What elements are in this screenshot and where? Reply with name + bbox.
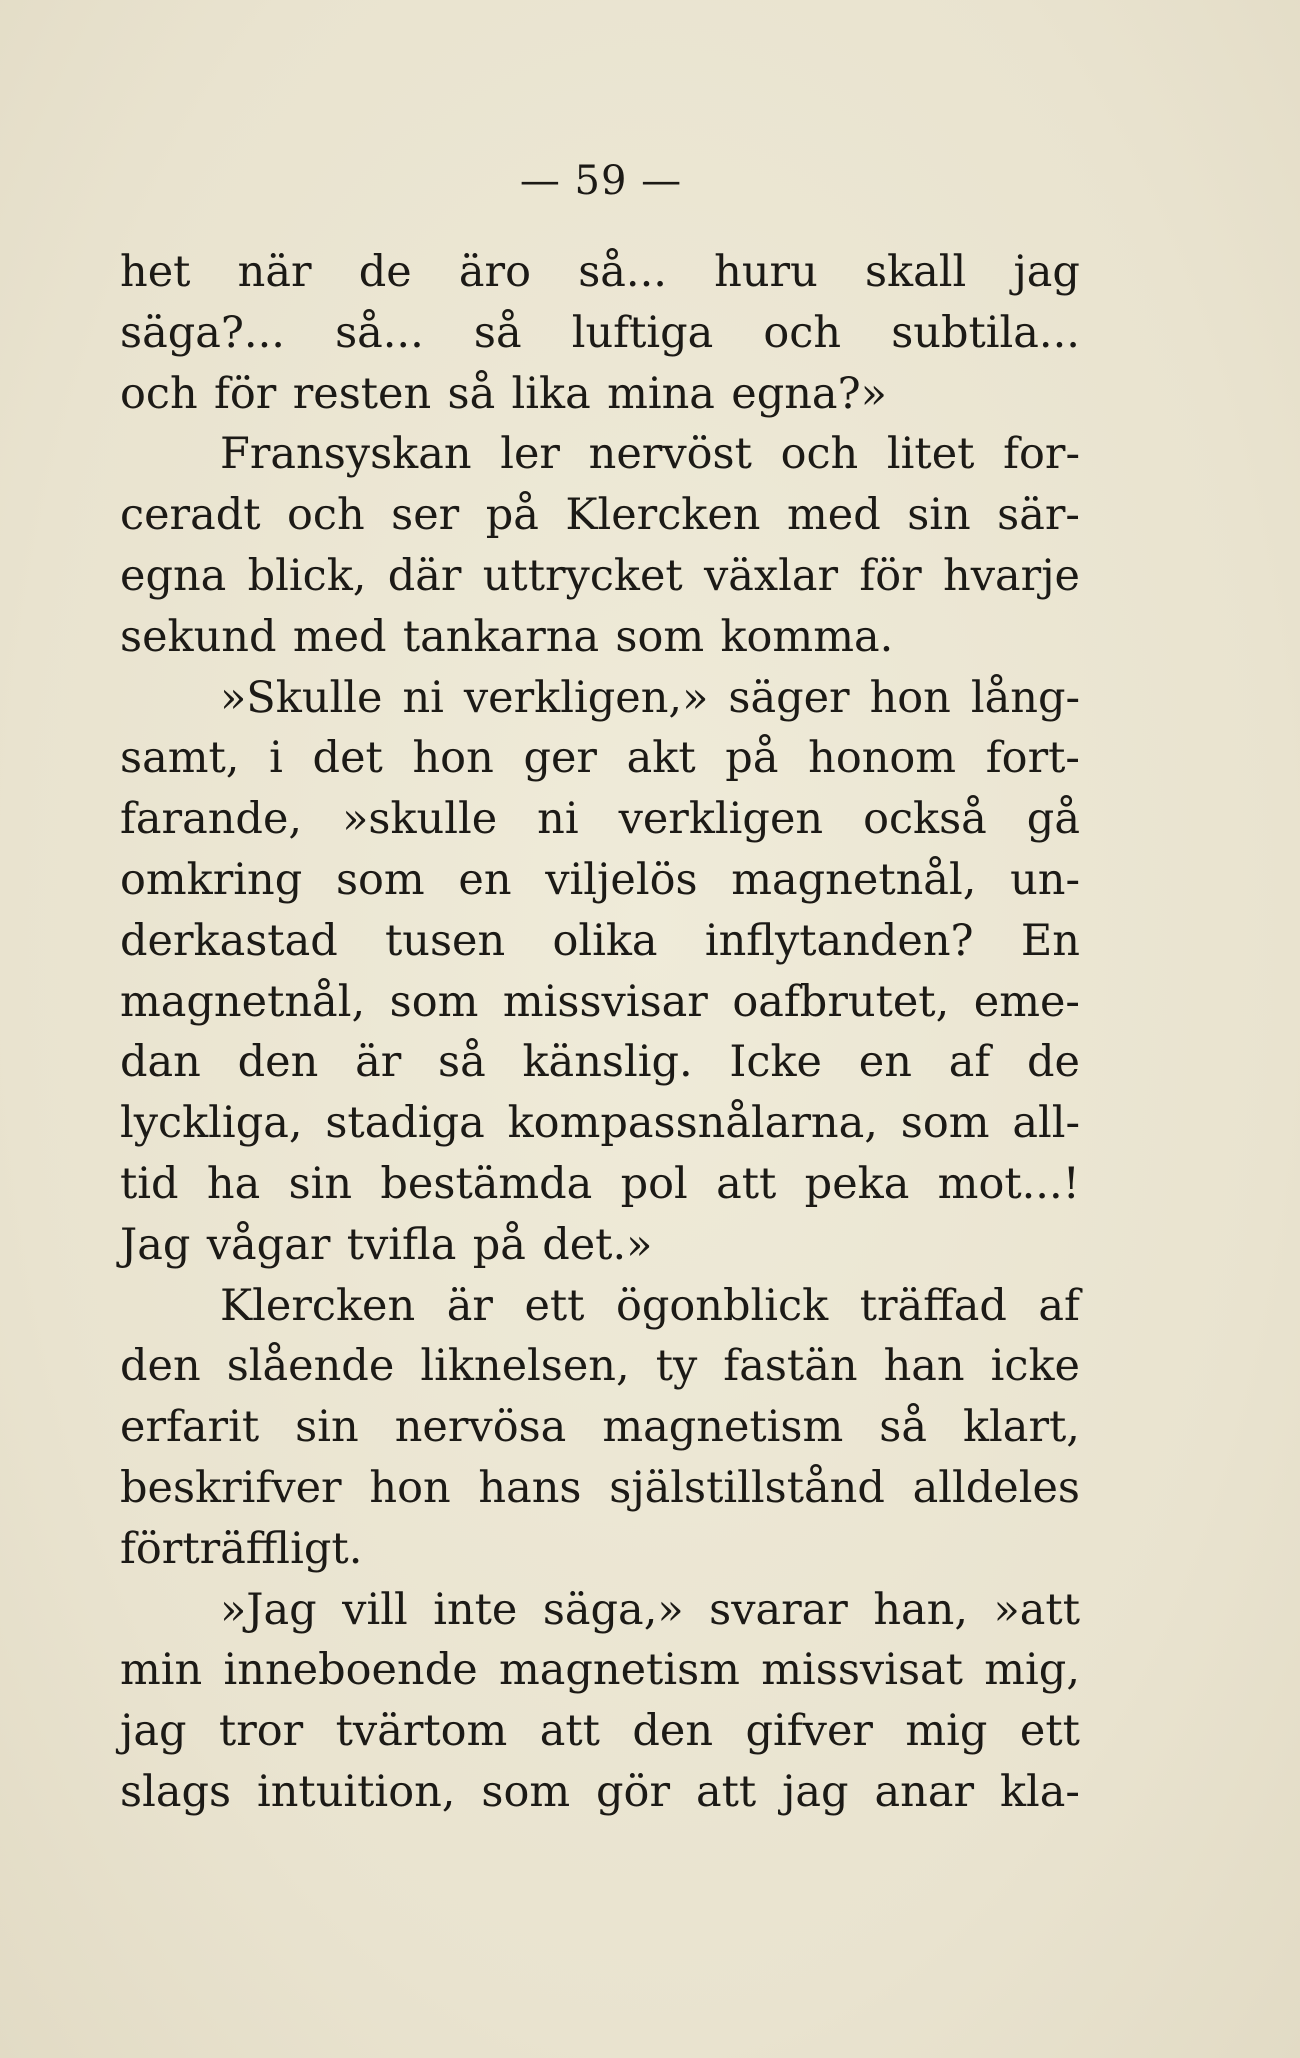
word: Jag bbox=[120, 1219, 191, 1270]
word: erfarit bbox=[120, 1402, 260, 1453]
word: beskrifver bbox=[120, 1462, 342, 1513]
word: ler bbox=[500, 429, 560, 480]
word: egna?» bbox=[731, 368, 887, 419]
text-line bbox=[120, 607, 1080, 668]
word: på bbox=[725, 733, 779, 784]
word: pol bbox=[620, 1158, 688, 1209]
word: ha bbox=[206, 1158, 261, 1209]
word: alldeles bbox=[912, 1462, 1080, 1513]
word: sin bbox=[907, 490, 971, 541]
word: med bbox=[786, 490, 881, 541]
word: Klercken bbox=[565, 490, 761, 541]
word: slags bbox=[120, 1766, 232, 1817]
word: en bbox=[458, 854, 512, 905]
word: »Skulle bbox=[220, 672, 383, 723]
word: kompassnålarna, bbox=[507, 1098, 878, 1149]
word: dan bbox=[120, 1037, 201, 1088]
word: äro bbox=[458, 247, 531, 297]
text-line bbox=[120, 1640, 1080, 1701]
word: slående bbox=[226, 1341, 395, 1392]
word: resten bbox=[292, 368, 432, 419]
word: derkastad bbox=[120, 915, 338, 966]
word: tusen bbox=[385, 915, 506, 966]
word: mig bbox=[905, 1706, 988, 1757]
word: ty bbox=[655, 1341, 698, 1392]
word: lång- bbox=[970, 672, 1080, 723]
text-line bbox=[120, 1215, 1080, 1276]
word: subtila... bbox=[891, 307, 1080, 358]
word: hvarje bbox=[943, 550, 1080, 601]
word: viljelös bbox=[545, 854, 698, 905]
text-line bbox=[120, 728, 1080, 789]
word: litet bbox=[886, 429, 975, 480]
word: »att bbox=[993, 1584, 1080, 1635]
word: där bbox=[387, 550, 462, 601]
word: af bbox=[1038, 1280, 1080, 1331]
text-line bbox=[120, 303, 1080, 364]
word: ett bbox=[1019, 1706, 1080, 1757]
word: själstillstånd bbox=[609, 1462, 885, 1513]
word: säger bbox=[728, 672, 850, 723]
word: jag bbox=[782, 1766, 849, 1817]
word: missvisat bbox=[761, 1645, 963, 1696]
word: de bbox=[358, 247, 412, 297]
text-line bbox=[120, 1762, 1080, 1823]
body-text bbox=[120, 242, 1080, 1823]
word: peka bbox=[804, 1158, 910, 1209]
text-line bbox=[120, 242, 1080, 303]
word: tankarna bbox=[402, 611, 600, 662]
word: vågar bbox=[206, 1219, 331, 1270]
word: klart, bbox=[963, 1402, 1080, 1453]
word: verkligen bbox=[618, 794, 824, 845]
word: kla- bbox=[999, 1766, 1080, 1817]
word: hon bbox=[869, 672, 951, 723]
word: tid bbox=[120, 1158, 179, 1209]
word: inte bbox=[433, 1584, 518, 1635]
word: så bbox=[879, 1402, 927, 1453]
word: Fransyskan bbox=[220, 429, 472, 480]
word: mig, bbox=[984, 1645, 1080, 1696]
word: liknelsen, bbox=[420, 1341, 630, 1392]
word: sär- bbox=[997, 490, 1080, 541]
text-line bbox=[120, 485, 1080, 546]
word: den bbox=[120, 1341, 201, 1392]
word: nervösa bbox=[394, 1402, 567, 1453]
word: så... bbox=[578, 247, 667, 297]
word: som bbox=[389, 976, 479, 1027]
page-number: — 59 — bbox=[519, 158, 683, 204]
word: gör bbox=[596, 1766, 671, 1817]
word: och bbox=[287, 490, 365, 541]
text-line bbox=[120, 1336, 1080, 1397]
word: min bbox=[120, 1645, 203, 1696]
word: missvisar bbox=[502, 976, 708, 1027]
word: tvärtom bbox=[335, 1706, 508, 1757]
text-line bbox=[120, 789, 1080, 850]
word: träffad bbox=[859, 1280, 1007, 1331]
word: En bbox=[1020, 915, 1080, 966]
word: fort- bbox=[985, 733, 1080, 784]
word: att bbox=[716, 1158, 777, 1209]
word: »Jag bbox=[220, 1584, 317, 1635]
word: ceradt bbox=[120, 490, 261, 541]
word: honom bbox=[808, 733, 957, 784]
word: magnetism bbox=[602, 1402, 844, 1453]
word: sin bbox=[288, 1158, 353, 1209]
word: säga,» bbox=[542, 1584, 684, 1635]
word: magnetnål, bbox=[120, 976, 366, 1027]
word: af bbox=[948, 1037, 991, 1088]
word: oafbrutet, bbox=[732, 976, 950, 1027]
word: ett bbox=[524, 1280, 585, 1331]
word: på bbox=[485, 490, 539, 541]
word: gå bbox=[1026, 794, 1080, 845]
text-line bbox=[120, 1458, 1080, 1519]
word: verkligen,» bbox=[463, 672, 709, 723]
word: omkring bbox=[120, 854, 303, 905]
word: nervöst bbox=[588, 429, 752, 480]
word: så bbox=[473, 307, 522, 358]
word: på bbox=[472, 1219, 526, 1270]
word: är bbox=[355, 1037, 402, 1088]
word: är bbox=[446, 1280, 493, 1331]
word: magnetnål, bbox=[731, 854, 977, 905]
word: eme- bbox=[973, 976, 1080, 1027]
word: fastän bbox=[723, 1341, 858, 1392]
word: för bbox=[859, 550, 922, 601]
word: akt bbox=[626, 733, 696, 784]
word: gifver bbox=[745, 1706, 873, 1757]
word: hon bbox=[412, 733, 494, 784]
word: icke bbox=[990, 1341, 1080, 1392]
word: Icke bbox=[729, 1037, 822, 1088]
text-line bbox=[120, 1701, 1080, 1762]
text-line bbox=[120, 972, 1080, 1033]
text-line bbox=[120, 911, 1080, 972]
word: Klercken bbox=[220, 1280, 416, 1331]
word: känslig. bbox=[522, 1037, 693, 1088]
word: en bbox=[858, 1037, 912, 1088]
word: så... bbox=[335, 307, 424, 358]
text-line bbox=[120, 1276, 1080, 1337]
word: samt, bbox=[120, 733, 240, 784]
word: mina bbox=[607, 368, 715, 419]
word: for- bbox=[1003, 429, 1080, 480]
word: när bbox=[237, 247, 312, 297]
text-line bbox=[120, 424, 1080, 485]
word: det bbox=[312, 733, 383, 784]
word: skall bbox=[864, 247, 967, 297]
text-line bbox=[120, 1093, 1080, 1154]
word: jag bbox=[120, 1706, 187, 1757]
word: de bbox=[1027, 1037, 1080, 1088]
text-line bbox=[120, 546, 1080, 607]
word: den bbox=[632, 1706, 714, 1757]
text-line bbox=[120, 1397, 1080, 1458]
word: sin bbox=[295, 1402, 359, 1453]
word: med bbox=[292, 611, 387, 662]
word: svarar bbox=[709, 1584, 848, 1635]
word: sekund bbox=[120, 611, 277, 662]
word: ni bbox=[537, 794, 579, 845]
word: farande, bbox=[120, 794, 303, 845]
word: uttrycket bbox=[482, 550, 683, 601]
word: inneboende bbox=[223, 1645, 478, 1696]
text-line bbox=[120, 364, 1080, 425]
word: som bbox=[481, 1766, 571, 1817]
word: inflytanden? bbox=[704, 915, 974, 966]
word: och bbox=[120, 368, 198, 419]
word: stadiga bbox=[325, 1098, 485, 1149]
word: han bbox=[883, 1341, 965, 1392]
word: ni bbox=[402, 672, 444, 723]
word: som bbox=[335, 854, 425, 905]
word: egna bbox=[120, 550, 227, 601]
word: lika bbox=[511, 368, 591, 419]
text-line bbox=[120, 668, 1080, 729]
word: som bbox=[900, 1098, 990, 1149]
word: och bbox=[780, 429, 859, 480]
word: ögonblick bbox=[615, 1280, 829, 1331]
word: all- bbox=[1012, 1098, 1080, 1149]
word: ger bbox=[523, 733, 597, 784]
word: un- bbox=[1010, 854, 1080, 905]
word: som bbox=[615, 611, 705, 662]
word: för bbox=[214, 368, 277, 419]
word: hon bbox=[369, 1462, 451, 1513]
word: het bbox=[120, 247, 191, 297]
word: lyckliga, bbox=[120, 1098, 303, 1149]
text-line bbox=[120, 1580, 1080, 1641]
word: tvifla bbox=[346, 1219, 457, 1270]
word: bestämda bbox=[380, 1158, 593, 1209]
word: i bbox=[269, 733, 283, 784]
text-line bbox=[120, 1032, 1080, 1093]
word: säga?... bbox=[120, 307, 285, 358]
word: ser bbox=[391, 490, 460, 541]
word: så bbox=[438, 1037, 486, 1088]
word: att bbox=[695, 1766, 757, 1817]
word: också bbox=[863, 794, 987, 845]
word: så bbox=[447, 368, 496, 419]
word: intuition, bbox=[256, 1766, 456, 1817]
text-line bbox=[120, 1519, 1080, 1580]
word: anar bbox=[874, 1766, 975, 1817]
word: att bbox=[539, 1706, 600, 1757]
word: tror bbox=[218, 1706, 304, 1757]
word: det.» bbox=[542, 1219, 653, 1270]
word: »skulle bbox=[342, 794, 498, 845]
word: växlar bbox=[703, 550, 839, 601]
word: huru bbox=[714, 247, 818, 297]
text-line bbox=[120, 850, 1080, 911]
word: komma. bbox=[720, 611, 894, 662]
word: den bbox=[237, 1037, 319, 1088]
word: han, bbox=[873, 1584, 969, 1635]
word: och bbox=[763, 307, 842, 358]
word: mot...! bbox=[937, 1158, 1080, 1209]
text-line bbox=[120, 1154, 1080, 1215]
word: luftiga bbox=[571, 307, 714, 358]
word: blick, bbox=[247, 550, 367, 601]
word: vill bbox=[342, 1584, 408, 1635]
word: förträffligt. bbox=[120, 1523, 363, 1574]
word: magnetism bbox=[498, 1645, 740, 1696]
word: jag bbox=[1013, 247, 1080, 297]
word: olika bbox=[552, 915, 658, 966]
word: hans bbox=[478, 1462, 582, 1513]
